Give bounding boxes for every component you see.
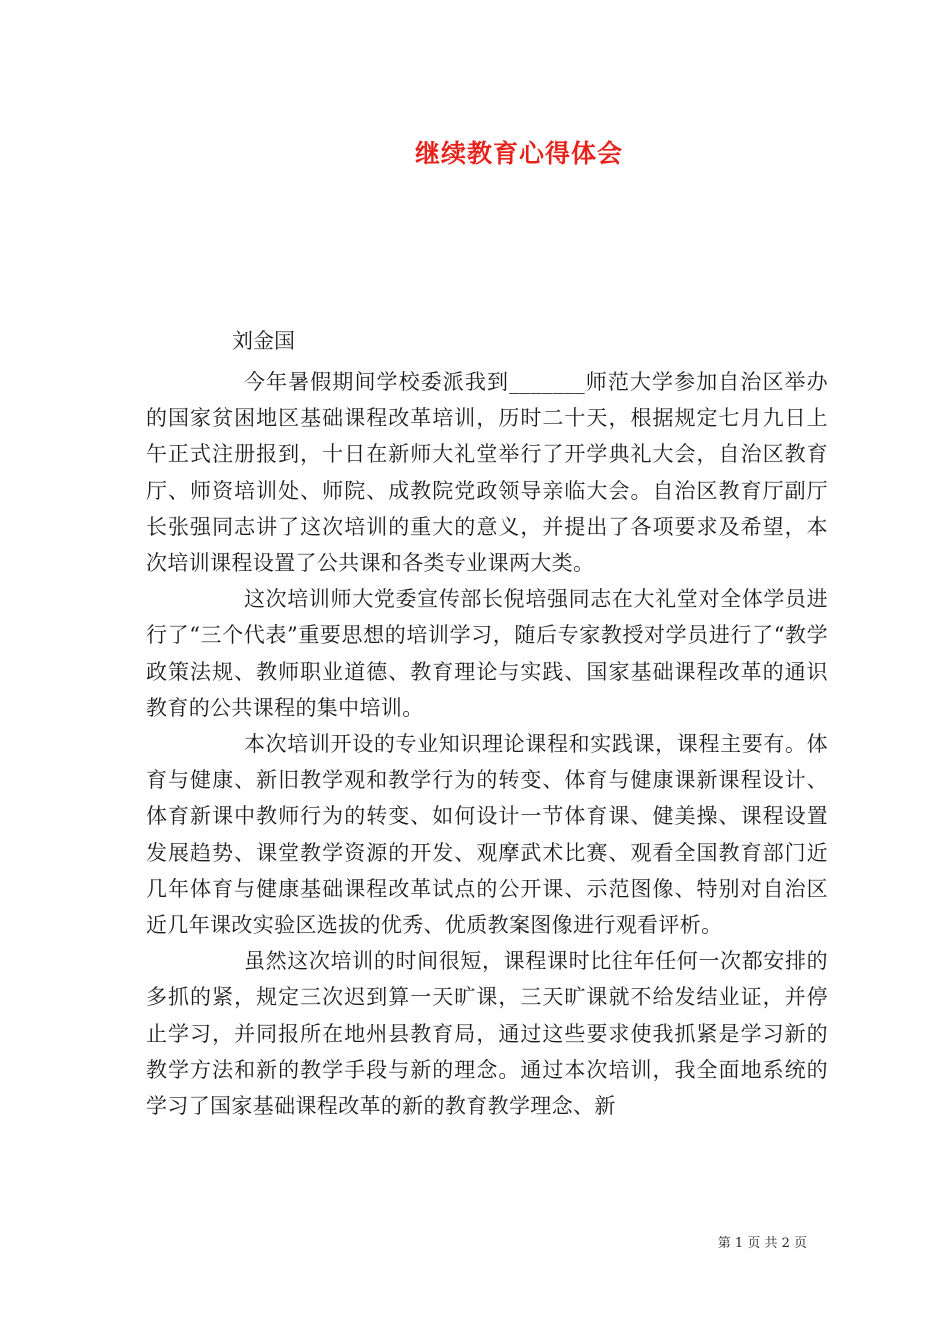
document-body [146,364,828,1124]
paragraph-2: 这次培训师大党委宣传部长倪培强同志在大礼堂对全体学员进行了“三个代表”重要思想的培训学习，随后专家教授对学员进行了“教学政策法规、教师职业道德、教育理论与实践、国家基础课程改革的通识教育的公共课程的集中培训。 [146,587,828,720]
page-number-footer: 第 1 页 共 2 页 [717,1236,807,1251]
author-name: 刘金国 [232,329,295,353]
paragraph-3: 本次培训开设的专业知识理论课程和实践课，课程主要有。体育与健康、新旧教学观和教学行为的转变、体育与健康课新课程设计、体育新课中教师行为的转变、如何设计一节体育课、健美操、课程设置发展趋势、课堂教学资源的开发、观摩武术比赛、观看全国教育部门近几年体育与健康基础课程改革试点的公开课、示范图像、特别对自治区近几年课改实验区选拔的优秀、优质教案图像进行观看评析。 [146,732,828,938]
document-title: 继续教育心得体会 [414,139,623,168]
paragraph-4: 虽然这次培训的时间很短，课程课时比往年任何一次都安排的多抓的紧，规定三次迟到算一天旷课，三天旷课就不给发结业证，并停止学习，并同报所在地州县教育局，通过这些要求使我抓紧是学习新的教学方法和新的教学手段与新的理念。通过本次培训，我全面地系统的学习了国家基础课程改革的新的教育教学理念、新 [146,949,828,1119]
paragraph-1: 今年暑假期间学校委派我到_______师范大学参加自治区举办的国家贫困地区基础课程改革培训，历时二十天，根据规定七月九日上午正式注册报到，十日在新师大礼堂举行了开学典礼大会，自治区教育厅、师资培训处、师院、成教院党政领导亲临大会。自治区教育厅副厅长张强同志讲了这次培训的重大的意义，并提出了各项要求及希望，本次培训课程设置了公共课和各类专业课两大类。 [146,370,828,576]
